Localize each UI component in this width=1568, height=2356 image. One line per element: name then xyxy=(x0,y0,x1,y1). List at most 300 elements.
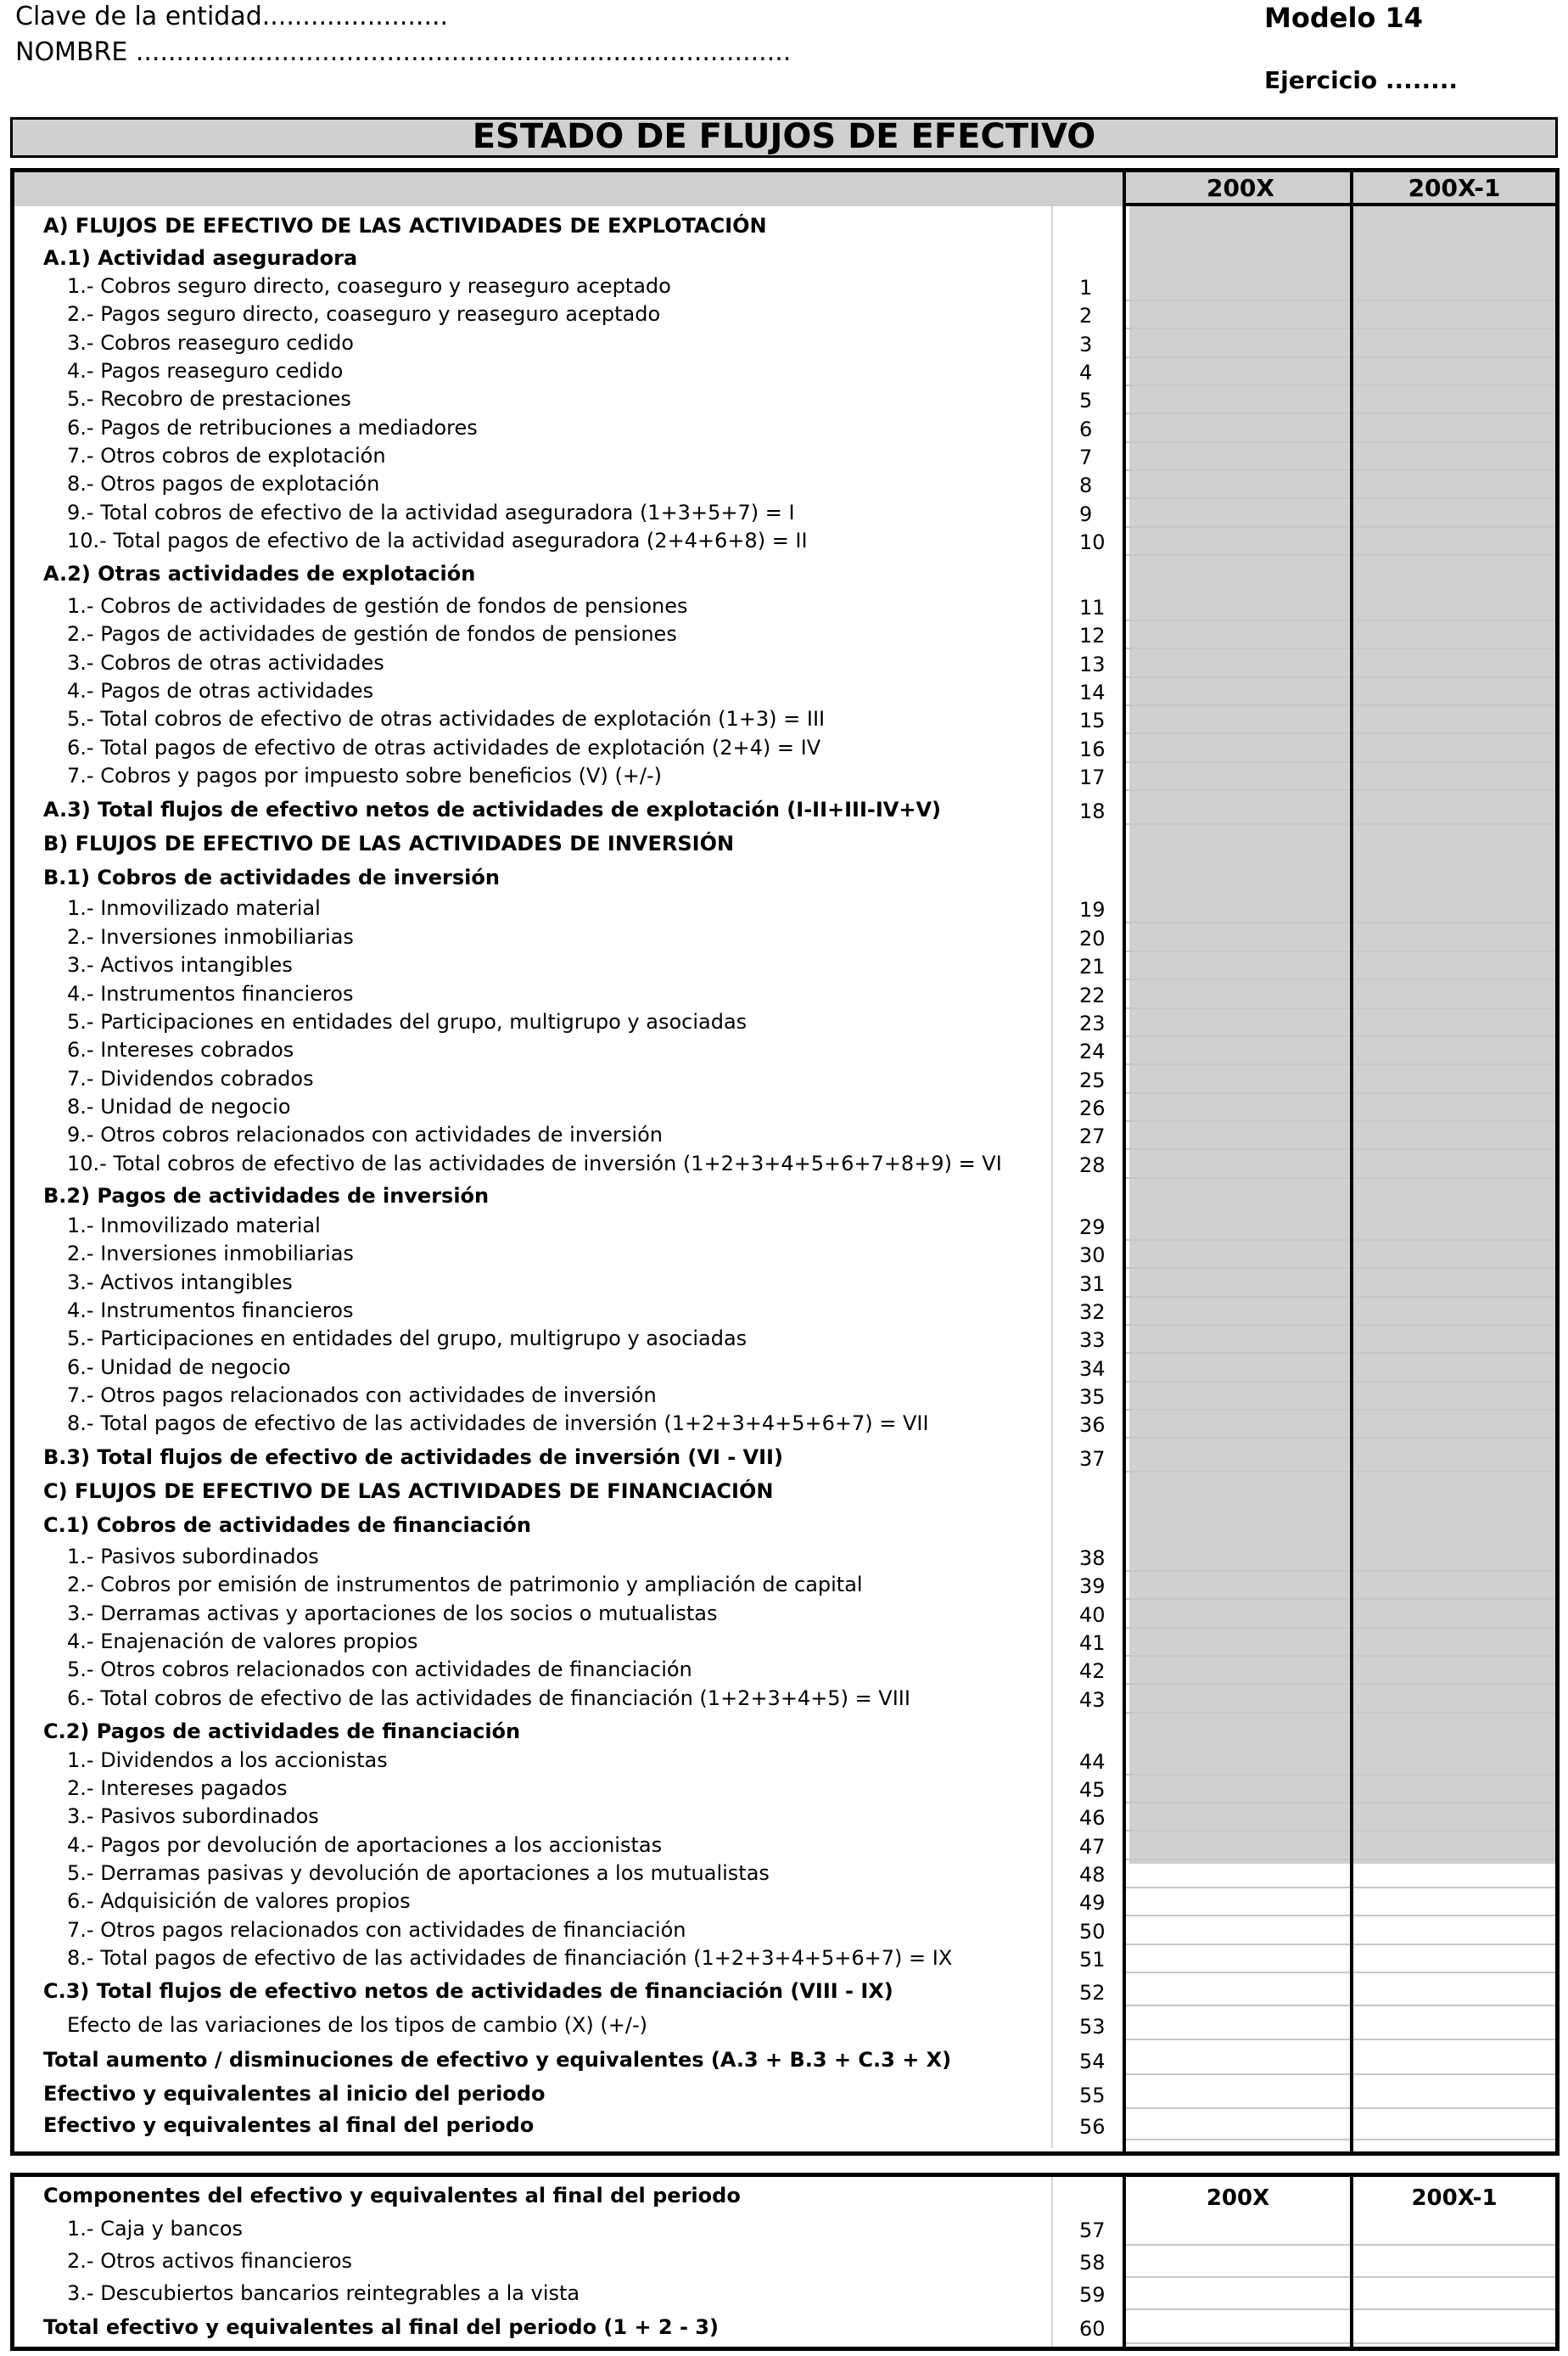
value-cell-current[interactable] xyxy=(1126,651,1350,678)
value-cell-current[interactable] xyxy=(1126,1658,1350,1685)
row-ref-number: 32 xyxy=(1079,1300,1106,1324)
value-cell-previous[interactable] xyxy=(1353,1152,1555,1179)
row-ref-number: 24 xyxy=(1079,1040,1106,1063)
row-ref-number: 37 xyxy=(1079,1447,1106,1471)
row-label: 3.- Pasivos subordinados xyxy=(67,1804,319,1828)
row-label: 4.- Instrumentos financieros xyxy=(67,1299,354,1322)
row-ref-number: 43 xyxy=(1079,1688,1106,1712)
table-row xyxy=(14,1355,1555,1383)
value-cell-previous[interactable] xyxy=(1353,736,1555,763)
value-cell-previous[interactable] xyxy=(1353,274,1555,301)
table-row xyxy=(14,2113,1555,2140)
value-cell-current[interactable] xyxy=(1126,679,1350,706)
value-cell-current[interactable] xyxy=(1126,2249,1350,2278)
table-row xyxy=(14,1123,1555,1150)
row-label: 3.- Cobros reaseguro cedido xyxy=(67,331,354,355)
value-cell-current[interactable] xyxy=(1126,359,1350,386)
value-cell-previous[interactable] xyxy=(1353,679,1555,706)
value-cell-previous[interactable] xyxy=(1353,1242,1555,1269)
value-cell-current[interactable] xyxy=(1126,622,1350,649)
table-row xyxy=(14,1979,1555,2006)
table-row xyxy=(14,866,1555,893)
row-label: 7.- Otros cobros de explotación xyxy=(67,444,386,468)
row-ref-number: 50 xyxy=(1079,1920,1106,1944)
components-col-previous: 200X-1 xyxy=(1411,2185,1498,2211)
value-cell-current[interactable] xyxy=(1126,1686,1350,1714)
row-ref-number: 56 xyxy=(1079,2115,1106,2139)
row-ref-number: 11 xyxy=(1079,596,1106,620)
value-cell-current[interactable] xyxy=(1126,1889,1350,1916)
value-cell-previous[interactable] xyxy=(1353,1038,1555,1065)
value-cell-current[interactable] xyxy=(1126,1630,1350,1657)
table-row xyxy=(14,359,1555,386)
row-ref-number: 60 xyxy=(1079,2317,1106,2341)
row-ref-number: 9 xyxy=(1079,502,1093,526)
table-row xyxy=(14,214,1555,241)
value-cell-previous[interactable] xyxy=(1353,1748,1555,1775)
value-cell-current[interactable] xyxy=(1126,472,1350,499)
value-cell-current[interactable] xyxy=(1126,1979,1350,2006)
row-ref-number: 25 xyxy=(1079,1069,1106,1092)
row-ref-number: 58 xyxy=(1079,2251,1106,2275)
table-row xyxy=(14,1038,1555,1065)
row-ref-number: 16 xyxy=(1079,738,1106,761)
row-label: 5.- Participaciones en entidades del grupo, multigrupo y asociadas xyxy=(67,1010,748,1034)
value-cell-current[interactable] xyxy=(1126,501,1350,528)
table-row xyxy=(14,1719,1555,1747)
row-ref-number: 30 xyxy=(1079,1243,1106,1267)
row-label: 2.- Inversiones inmobiliarias xyxy=(67,1242,354,1265)
row-ref-number: 22 xyxy=(1079,984,1106,1007)
row-ref-number: 18 xyxy=(1079,799,1106,823)
value-cell-previous[interactable] xyxy=(1353,302,1555,329)
value-cell-current[interactable] xyxy=(1126,1038,1350,1065)
value-cell-previous[interactable] xyxy=(1353,1776,1555,1803)
value-cell-current[interactable] xyxy=(1126,1776,1350,1803)
value-cell-previous[interactable] xyxy=(1353,1630,1555,1657)
row-label: 4.- Pagos por devolución de aportaciones a los accionistas xyxy=(67,1833,663,1857)
row-ref-number: 45 xyxy=(1079,1778,1106,1802)
row-label: 3.- Derramas activas y aportaciones de los socios o mutualistas xyxy=(67,1602,718,1625)
value-cell-current[interactable] xyxy=(1126,736,1350,763)
row-label: 8.- Otros pagos de explotación xyxy=(67,472,380,496)
value-cell-current[interactable] xyxy=(1126,302,1350,329)
row-ref-number: 1 xyxy=(1079,276,1093,300)
row-ref-number: 42 xyxy=(1079,1659,1106,1683)
table-row xyxy=(14,1946,1555,1973)
value-cell-previous[interactable] xyxy=(1353,1067,1555,1094)
value-cell-previous[interactable] xyxy=(1353,1889,1555,1916)
row-label: 3.- Activos intangibles xyxy=(67,1271,293,1294)
col-header-rule xyxy=(1123,203,1555,206)
col-header-row xyxy=(14,172,1564,206)
row-ref-number: 4 xyxy=(1079,361,1093,384)
row-ref-number: 54 xyxy=(1079,2050,1106,2073)
row-ref-number: 46 xyxy=(1079,1806,1106,1830)
row-ref-number: 17 xyxy=(1079,766,1106,789)
row-ref-number: 12 xyxy=(1079,624,1106,648)
value-cell-previous[interactable] xyxy=(1353,953,1555,980)
model-label: Modelo 14 xyxy=(1264,2,1424,34)
value-cell-previous[interactable] xyxy=(1353,1123,1555,1150)
value-cell-previous[interactable] xyxy=(1353,2315,1555,2344)
value-cell-previous[interactable] xyxy=(1353,2113,1555,2140)
row-label: A.3) Total flujos de efectivo netos de actividades de explotación (I-II+III-IV+V) xyxy=(43,798,942,822)
table-row xyxy=(14,1095,1555,1122)
value-cell-current[interactable] xyxy=(1126,764,1350,791)
table-row xyxy=(14,1445,1555,1472)
row-ref-number: 6 xyxy=(1079,418,1093,441)
table-row xyxy=(14,562,1555,589)
row-label: 2.- Pagos seguro directo, coaseguro y reaseguro aceptado xyxy=(67,302,661,326)
row-label: B) FLUJOS DE EFECTIVO DE LAS ACTIVIDADES DE INVERSIÓN xyxy=(43,832,735,855)
row-ref-number: 15 xyxy=(1079,709,1106,732)
value-cell-current[interactable] xyxy=(1126,1445,1350,1472)
value-cell-previous[interactable] xyxy=(1353,331,1555,358)
table-row xyxy=(14,1889,1555,1916)
value-cell-current[interactable] xyxy=(1126,1067,1350,1094)
row-label: 6.- Total cobros de efectivo de las actividades de financiación (1+2+3+4+5) = VIII xyxy=(67,1686,910,1710)
row-ref-number: 36 xyxy=(1079,1413,1106,1437)
row-label: C.3) Total flujos de efectivo netos de actividades de financiación (VIII - IX) xyxy=(43,1979,893,2003)
table-row xyxy=(14,982,1555,1009)
row-label: 2.- Intereses pagados xyxy=(67,1776,288,1800)
value-cell-current[interactable] xyxy=(1126,2281,1350,2310)
row-ref-number: 10 xyxy=(1079,530,1106,554)
value-cell-previous[interactable] xyxy=(1353,707,1555,734)
row-label: 1.- Caja y bancos xyxy=(67,2217,244,2241)
row-ref-number: 7 xyxy=(1079,446,1093,469)
table-row xyxy=(14,798,1555,825)
table-row xyxy=(14,1686,1555,1714)
value-cell-previous[interactable] xyxy=(1353,1271,1555,1298)
value-cell-previous[interactable] xyxy=(1353,359,1555,386)
value-cell-current[interactable] xyxy=(1126,2217,1350,2246)
value-cell-current[interactable] xyxy=(1126,1833,1350,1860)
value-cell-previous[interactable] xyxy=(1353,925,1555,952)
table-row xyxy=(14,2315,1555,2344)
row-label: 6.- Total pagos de efectivo de otras actividades de explotación (2+4) = IV xyxy=(67,736,821,760)
value-cell-previous[interactable] xyxy=(1353,2281,1555,2310)
row-label: 7.- Otros pagos relacionados con actividades de financiación xyxy=(67,1918,686,1942)
table-row xyxy=(14,925,1555,952)
value-cell-previous[interactable] xyxy=(1353,651,1555,678)
table-row xyxy=(14,953,1555,980)
value-cell-current[interactable] xyxy=(1126,1123,1350,1150)
value-cell-current[interactable] xyxy=(1126,594,1350,621)
row-ref-number: 23 xyxy=(1079,1012,1106,1035)
value-cell-current[interactable] xyxy=(1126,2048,1350,2075)
value-cell-current[interactable] xyxy=(1126,1918,1350,1945)
value-cell-current[interactable] xyxy=(1126,1804,1350,1832)
col-divider-mid xyxy=(1350,172,1353,2151)
value-cell-previous[interactable] xyxy=(1353,594,1555,621)
row-label: 10.- Total pagos de efectivo de la actividad aseguradora (2+4+6+8) = II xyxy=(67,529,808,553)
value-cell-current[interactable] xyxy=(1126,1152,1350,1179)
table-row xyxy=(14,1479,1555,1506)
row-label: 3.- Activos intangibles xyxy=(67,953,293,977)
row-label: 5.- Participaciones en entidades del grupo, multigrupo y asociadas xyxy=(67,1327,748,1350)
value-cell-current[interactable] xyxy=(1126,331,1350,358)
value-cell-current[interactable] xyxy=(1126,798,1350,825)
row-label: Total efectivo y equivalentes al final del periodo (1 + 2 - 3) xyxy=(43,2315,719,2339)
value-cell-current[interactable] xyxy=(1126,2113,1350,2140)
value-cell-current[interactable] xyxy=(1126,416,1350,443)
value-cell-previous[interactable] xyxy=(1353,2048,1555,2075)
table-row xyxy=(14,832,1555,859)
value-cell-current[interactable] xyxy=(1126,1355,1350,1383)
value-cell-previous[interactable] xyxy=(1353,1573,1555,1600)
row-ref-number: 44 xyxy=(1079,1750,1106,1774)
value-cell-current[interactable] xyxy=(1126,1271,1350,1298)
value-cell-current[interactable] xyxy=(1126,1383,1350,1411)
row-ref-number: 21 xyxy=(1079,955,1106,979)
table-row xyxy=(14,736,1555,763)
table-row xyxy=(14,764,1555,791)
table-row xyxy=(14,444,1555,471)
value-cell-current[interactable] xyxy=(1126,529,1350,556)
page-title xyxy=(10,117,1558,158)
row-ref-number: 49 xyxy=(1079,1891,1106,1915)
row-label: 6.- Unidad de negocio xyxy=(67,1355,291,1379)
table-row xyxy=(14,501,1555,528)
row-ref-number: 48 xyxy=(1079,1863,1106,1887)
row-label: C.2) Pagos de actividades de financiación xyxy=(43,1719,521,1743)
value-cell-previous[interactable] xyxy=(1353,1010,1555,1037)
value-cell-current[interactable] xyxy=(1126,1095,1350,1122)
row-label: Efecto de las variaciones de los tipos de cambio (X) (+/-) xyxy=(67,2013,647,2037)
value-cell-current[interactable] xyxy=(1126,1214,1350,1241)
value-cell-current[interactable] xyxy=(1126,2013,1350,2040)
row-ref-number: 40 xyxy=(1079,1603,1106,1627)
value-cell-previous[interactable] xyxy=(1353,416,1555,443)
table-row xyxy=(14,1214,1555,1241)
table-row xyxy=(14,1327,1555,1354)
value-cell-previous[interactable] xyxy=(1353,1445,1555,1472)
row-label: 10.- Total cobros de efectivo de las actividades de inversión (1+2+3+4+5+6+7+8+9) = VI xyxy=(67,1152,1002,1175)
value-cell-current[interactable] xyxy=(1126,444,1350,471)
value-cell-current[interactable] xyxy=(1126,1242,1350,1269)
table-row xyxy=(14,472,1555,499)
table-row xyxy=(14,1658,1555,1685)
row-label: 1.- Dividendos a los accionistas xyxy=(67,1748,388,1772)
table-row xyxy=(14,302,1555,329)
value-cell-previous[interactable] xyxy=(1353,2082,1555,2109)
value-cell-previous[interactable] xyxy=(1353,1355,1555,1383)
table-row xyxy=(14,387,1555,414)
row-ref-number: 20 xyxy=(1079,927,1106,951)
row-label: 5.- Recobro de prestaciones xyxy=(67,387,351,411)
row-label: 2.- Inversiones inmobiliarias xyxy=(67,925,354,949)
row-ref-number: 57 xyxy=(1079,2219,1106,2242)
row-label: Efectivo y equivalentes al final del periodo xyxy=(43,2113,535,2137)
value-cell-previous[interactable] xyxy=(1353,1918,1555,1945)
row-label: 3.- Descubiertos bancarios reintegrables a la vista xyxy=(67,2281,580,2305)
value-cell-previous[interactable] xyxy=(1353,1602,1555,1629)
row-label: Efectivo y equivalentes al inicio del periodo xyxy=(43,2082,546,2106)
value-cell-current[interactable] xyxy=(1126,2315,1350,2344)
row-label: 5.- Total cobros de efectivo de otras actividades de explotación (1+3) = III xyxy=(67,707,826,731)
row-label: B.3) Total flujos de efectivo de actividades de inversión (VI - VII) xyxy=(43,1445,783,1469)
value-cell-current[interactable] xyxy=(1126,1861,1350,1888)
value-cell-previous[interactable] xyxy=(1353,1861,1555,1888)
table-row xyxy=(14,1299,1555,1326)
value-cell-previous[interactable] xyxy=(1353,798,1555,825)
row-label: 8.- Total pagos de efectivo de las actividades de financiación (1+2+3+4+5+6+7) = IX xyxy=(67,1946,953,1970)
row-label: C.1) Cobros de actividades de financiación xyxy=(43,1513,531,1537)
value-cell-previous[interactable] xyxy=(1353,1095,1555,1122)
table-row xyxy=(14,651,1555,678)
row-label: B.1) Cobros de actividades de inversión xyxy=(43,866,500,889)
value-cell-current[interactable] xyxy=(1126,1602,1350,1629)
table-row xyxy=(14,274,1555,301)
table-row xyxy=(14,1513,1555,1540)
value-cell-current[interactable] xyxy=(1126,2082,1350,2109)
value-cell-previous[interactable] xyxy=(1353,472,1555,499)
value-cell-previous[interactable] xyxy=(1353,1299,1555,1326)
value-cell-current[interactable] xyxy=(1126,1299,1350,1326)
value-cell-current[interactable] xyxy=(1126,274,1350,301)
table-row xyxy=(14,622,1555,649)
row-label: A.2) Otras actividades de explotación xyxy=(43,562,476,586)
table-row xyxy=(14,1545,1555,1572)
row-ref-number: 5 xyxy=(1079,389,1093,412)
value-cell-current[interactable] xyxy=(1126,1748,1350,1775)
value-cell-previous[interactable] xyxy=(1353,444,1555,471)
table-row xyxy=(14,707,1555,734)
entity-key-label: Clave de la entidad....................... xyxy=(15,2,449,31)
table-row xyxy=(14,416,1555,443)
value-cell-previous[interactable] xyxy=(1353,1327,1555,1354)
value-cell-current[interactable] xyxy=(1126,1545,1350,1572)
value-cell-current[interactable] xyxy=(1126,896,1350,923)
row-ref-number: 2 xyxy=(1079,304,1093,328)
row-ref-number: 53 xyxy=(1079,2015,1106,2039)
value-cell-previous[interactable] xyxy=(1353,1214,1555,1241)
table-row xyxy=(14,2048,1555,2075)
components-table xyxy=(10,2173,1560,2351)
value-cell-previous[interactable] xyxy=(1353,1411,1555,1439)
row-ref-number: 31 xyxy=(1079,1272,1106,1296)
row-label: 1.- Inmovilizado material xyxy=(67,1214,321,1237)
value-cell-current[interactable] xyxy=(1126,925,1350,952)
row-ref-number: 59 xyxy=(1079,2283,1106,2307)
row-label: 4.- Enajenación de valores propios xyxy=(67,1630,418,1653)
value-cell-previous[interactable] xyxy=(1353,896,1555,923)
value-cell-previous[interactable] xyxy=(1353,1833,1555,1860)
fiscal-year-label: Ejercicio ........ xyxy=(1264,66,1458,94)
value-cell-previous[interactable] xyxy=(1353,501,1555,528)
row-ref-number: 38 xyxy=(1079,1546,1106,1570)
row-label: 8.- Total pagos de efectivo de las actividades de inversión (1+2+3+4+5+6+7) = VII xyxy=(67,1411,929,1435)
row-label: 3.- Cobros de otras actividades xyxy=(67,651,384,675)
table-row xyxy=(14,1833,1555,1860)
table-row xyxy=(14,1748,1555,1775)
col-current-header: 200X xyxy=(1206,174,1275,202)
value-cell-previous[interactable] xyxy=(1353,387,1555,414)
table-row xyxy=(14,331,1555,358)
components-col-current: 200X xyxy=(1206,2185,1270,2211)
row-ref-number: 51 xyxy=(1079,1948,1106,1972)
row-label: 6.- Pagos de retribuciones a mediadores xyxy=(67,416,478,440)
row-label: 1.- Cobros de actividades de gestión de fondos de pensiones xyxy=(67,594,688,618)
table-row xyxy=(14,1861,1555,1888)
row-label: C) FLUJOS DE EFECTIVO DE LAS ACTIVIDADES DE FINANCIACIÓN xyxy=(43,1479,774,1503)
table-row xyxy=(14,1918,1555,1945)
value-cell-previous[interactable] xyxy=(1353,2013,1555,2040)
value-cell-previous[interactable] xyxy=(1353,1804,1555,1832)
row-label: 7.- Dividendos cobrados xyxy=(67,1067,314,1091)
row-label: 5.- Otros cobros relacionados con actividades de financiación xyxy=(67,1658,692,1681)
row-label: 1.- Cobros seguro directo, coaseguro y reaseguro aceptado xyxy=(67,274,671,298)
table-row xyxy=(14,2082,1555,2109)
row-ref-number: 47 xyxy=(1079,1835,1106,1859)
value-cell-current[interactable] xyxy=(1126,953,1350,980)
row-label: 9.- Otros cobros relacionados con actividades de inversión xyxy=(67,1123,663,1147)
row-label: 7.- Otros pagos relacionados con actividades de inversión xyxy=(67,1383,657,1407)
value-cell-previous[interactable] xyxy=(1353,622,1555,649)
value-cell-current[interactable] xyxy=(1126,1010,1350,1037)
table-row xyxy=(14,1067,1555,1094)
table-row xyxy=(14,1411,1555,1439)
value-cell-current[interactable] xyxy=(1126,1573,1350,1600)
value-cell-current[interactable] xyxy=(1126,1946,1350,1973)
value-cell-current[interactable] xyxy=(1126,1327,1350,1354)
row-ref-number: 55 xyxy=(1079,2084,1106,2107)
table-row xyxy=(14,1630,1555,1657)
row-label: 8.- Unidad de negocio xyxy=(67,1095,291,1119)
row-label: 1.- Inmovilizado material xyxy=(67,896,321,920)
table-row xyxy=(14,1271,1555,1298)
row-ref-number: 13 xyxy=(1079,653,1106,676)
row-label: 2.- Otros activos financieros xyxy=(67,2249,353,2273)
value-cell-current[interactable] xyxy=(1126,707,1350,734)
row-label: 9.- Total cobros de efectivo de la actividad aseguradora (1+3+5+7) = I xyxy=(67,501,795,524)
table-row xyxy=(14,1776,1555,1803)
row-label: A) FLUJOS DE EFECTIVO DE LAS ACTIVIDADES DE EXPLOTACIÓN xyxy=(43,214,767,238)
row-label: 2.- Cobros por emisión de instrumentos de patrimonio y ampliación de capital xyxy=(67,1573,863,1596)
value-cell-previous[interactable] xyxy=(1353,1686,1555,1714)
value-cell-previous[interactable] xyxy=(1353,1979,1555,2006)
page-title-text: ESTADO DE FLUJOS DE EFECTIVO xyxy=(472,117,1096,156)
value-cell-previous[interactable] xyxy=(1353,1545,1555,1572)
value-cell-current[interactable] xyxy=(1126,1411,1350,1439)
value-cell-previous[interactable] xyxy=(1353,1658,1555,1685)
row-ref-number: 8 xyxy=(1079,474,1093,497)
value-cell-previous[interactable] xyxy=(1353,2249,1555,2278)
value-cell-previous[interactable] xyxy=(1353,1946,1555,1973)
value-cell-previous[interactable] xyxy=(1353,2217,1555,2246)
table-row xyxy=(14,1010,1555,1037)
table-row xyxy=(14,896,1555,923)
table-row xyxy=(14,529,1555,556)
table-row xyxy=(14,1804,1555,1832)
table-row xyxy=(14,1602,1555,1629)
value-cell-current[interactable] xyxy=(1126,387,1350,414)
value-cell-previous[interactable] xyxy=(1353,982,1555,1009)
row-label: 5.- Derramas pasivas y devolución de aportaciones a los mutualistas xyxy=(67,1861,770,1885)
value-cell-previous[interactable] xyxy=(1353,529,1555,556)
table-row xyxy=(14,246,1555,273)
value-cell-current[interactable] xyxy=(1126,982,1350,1009)
col-previous-header: 200X-1 xyxy=(1408,174,1501,202)
value-cell-previous[interactable] xyxy=(1353,764,1555,791)
table-row xyxy=(14,2217,1555,2246)
row-label: 7.- Cobros y pagos por impuesto sobre beneficios (V) (+/-) xyxy=(67,764,663,788)
table-row xyxy=(14,1573,1555,1600)
value-cell-previous[interactable] xyxy=(1353,1383,1555,1411)
row-ref-number: 29 xyxy=(1079,1215,1106,1239)
